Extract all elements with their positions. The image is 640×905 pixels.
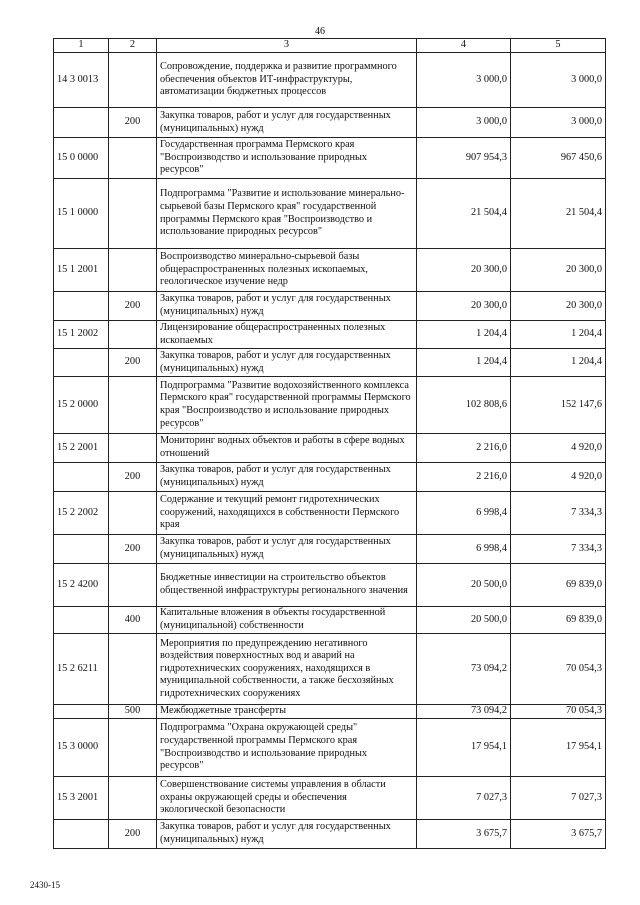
expense-type-code [109, 321, 157, 349]
expense-type-code: 200 [109, 463, 157, 492]
target-article-code: 15 2 4200 [54, 564, 109, 607]
amount-year-1: 73 094,2 [417, 634, 511, 705]
table-row [54, 705, 606, 719]
column-number-5: 5 [511, 39, 606, 53]
amount-year-1: 1 204,4 [417, 321, 511, 349]
amount-year-1: 907 954,3 [417, 138, 511, 179]
target-article-code: 15 2 2002 [54, 492, 109, 535]
amount-year-2: 3 000,0 [511, 108, 606, 138]
amount-year-2: 21 504,4 [511, 179, 606, 249]
table-row [54, 434, 606, 463]
table-row [54, 349, 606, 377]
amount-year-2: 3 675,7 [511, 820, 606, 849]
target-article-code [54, 535, 109, 564]
amount-year-2: 4 920,0 [511, 434, 606, 463]
amount-year-2: 69 839,0 [511, 607, 606, 634]
column-number-3: 3 [157, 39, 417, 53]
item-name: Закупка товаров, работ и услуг для государственных (муниципальных) нужд [157, 535, 417, 564]
expense-type-code [109, 634, 157, 705]
expense-type-code: 500 [109, 705, 157, 719]
amount-year-2: 20 300,0 [511, 292, 606, 321]
target-article-code: 15 1 2002 [54, 321, 109, 349]
item-name: Государственная программа Пермского края "Воспроизводство и использование природных ресурсов" [157, 138, 417, 179]
item-name: Содержание и текущий ремонт гидротехнических сооружений, находящихся в собственности Пермского края [157, 492, 417, 535]
target-article-code [54, 705, 109, 719]
item-name: Мониторинг водных объектов и работы в сфере водных отношений [157, 434, 417, 463]
column-number-2: 2 [109, 39, 157, 53]
table-row [54, 820, 606, 849]
column-number-1: 1 [54, 39, 109, 53]
item-name: Лицензирование общераспространенных полезных ископаемых [157, 321, 417, 349]
table-row [54, 719, 606, 777]
expense-type-code: 200 [109, 108, 157, 138]
table-row [54, 607, 606, 634]
table-row [54, 492, 606, 535]
target-article-code [54, 607, 109, 634]
amount-year-1: 6 998,4 [417, 535, 511, 564]
amount-year-2: 7 027,3 [511, 777, 606, 820]
target-article-code: 15 2 2001 [54, 434, 109, 463]
amount-year-1: 20 300,0 [417, 249, 511, 292]
expense-type-code [109, 249, 157, 292]
amount-year-2: 152 147,6 [511, 377, 606, 434]
amount-year-1: 7 027,3 [417, 777, 511, 820]
amount-year-2: 4 920,0 [511, 463, 606, 492]
amount-year-2: 3 000,0 [511, 53, 606, 108]
expense-type-code [109, 434, 157, 463]
amount-year-2: 70 054,3 [511, 634, 606, 705]
item-name: Закупка товаров, работ и услуг для государственных (муниципальных) нужд [157, 820, 417, 849]
table-row [54, 249, 606, 292]
table-row [54, 463, 606, 492]
table-row [54, 179, 606, 249]
expense-type-code [109, 179, 157, 249]
target-article-code [54, 292, 109, 321]
amount-year-1: 3 000,0 [417, 108, 511, 138]
item-name: Бюджетные инвестиции на строительство объектов общественной инфраструктуры регионального значения [157, 564, 417, 607]
column-number-row [54, 39, 606, 53]
expense-type-code [109, 53, 157, 108]
target-article-code [54, 349, 109, 377]
table-row [54, 53, 606, 108]
amount-year-1: 3 000,0 [417, 53, 511, 108]
table-row [54, 777, 606, 820]
budget-table [53, 38, 606, 849]
target-article-code: 14 3 0013 [54, 53, 109, 108]
target-article-code [54, 108, 109, 138]
amount-year-2: 70 054,3 [511, 705, 606, 719]
table-row [54, 564, 606, 607]
item-name: Межбюджетные трансферты [157, 705, 417, 719]
item-name: Закупка товаров, работ и услуг для государственных (муниципальных) нужд [157, 463, 417, 492]
expense-type-code: 200 [109, 820, 157, 849]
table-row [54, 377, 606, 434]
amount-year-2: 1 204,4 [511, 321, 606, 349]
amount-year-1: 17 954,1 [417, 719, 511, 777]
amount-year-1: 3 675,7 [417, 820, 511, 849]
amount-year-2: 1 204,4 [511, 349, 606, 377]
target-article-code [54, 463, 109, 492]
item-name: Капитальные вложения в объекты государственной (муниципальной) собственности [157, 607, 417, 634]
item-name: Подпрограмма "Охрана окружающей среды" государственной программы Пермского края "Воспроизводство и использование природных ресурсов" [157, 719, 417, 777]
amount-year-1: 6 998,4 [417, 492, 511, 535]
target-article-code: 15 3 2001 [54, 777, 109, 820]
amount-year-1: 1 204,4 [417, 349, 511, 377]
target-article-code: 15 0 0000 [54, 138, 109, 179]
amount-year-1: 20 500,0 [417, 607, 511, 634]
amount-year-2: 17 954,1 [511, 719, 606, 777]
item-name: Закупка товаров, работ и услуг для государственных (муниципальных) нужд [157, 108, 417, 138]
amount-year-1: 102 808,6 [417, 377, 511, 434]
table-row [54, 138, 606, 179]
table-row [54, 108, 606, 138]
table-row [54, 535, 606, 564]
amount-year-1: 73 094,2 [417, 705, 511, 719]
item-name: Сопровождение, поддержка и развитие программного обеспечения объектов ИТ-инфраструктуры, автоматизации бюджетных процессов [157, 53, 417, 108]
target-article-code: 15 2 6211 [54, 634, 109, 705]
target-article-code: 15 1 0000 [54, 179, 109, 249]
item-name: Мероприятия по предупреждению негативного воздействия поверхностных вод и аварий на гидротехнических сооружениях, находящихся в муниципальной собственности, а также бесхозяйных гидротехнических сооружениях [157, 634, 417, 705]
expense-type-code [109, 777, 157, 820]
expense-type-code: 200 [109, 292, 157, 321]
page-number: 46 [315, 26, 325, 37]
expense-type-code [109, 138, 157, 179]
target-article-code: 15 1 2001 [54, 249, 109, 292]
amount-year-1: 20 300,0 [417, 292, 511, 321]
table-row [54, 292, 606, 321]
expense-type-code: 200 [109, 535, 157, 564]
amount-year-2: 20 300,0 [511, 249, 606, 292]
amount-year-1: 2 216,0 [417, 434, 511, 463]
item-name: Закупка товаров, работ и услуг для государственных (муниципальных) нужд [157, 349, 417, 377]
amount-year-2: 967 450,6 [511, 138, 606, 179]
target-article-code: 15 3 0000 [54, 719, 109, 777]
item-name: Воспроизводство минерально-сырьевой базы общераспространенных полезных ископаемых, геологическое изучение недр [157, 249, 417, 292]
target-article-code: 15 2 0000 [54, 377, 109, 434]
expense-type-code [109, 564, 157, 607]
amount-year-2: 7 334,3 [511, 492, 606, 535]
column-number-4: 4 [417, 39, 511, 53]
amount-year-2: 69 839,0 [511, 564, 606, 607]
item-name: Закупка товаров, работ и услуг для государственных (муниципальных) нужд [157, 292, 417, 321]
document-id: 2430-15 [30, 880, 60, 890]
amount-year-1: 20 500,0 [417, 564, 511, 607]
expense-type-code [109, 492, 157, 535]
item-name: Подпрограмма "Развитие водохозяйственного комплекса Пермского края" государственной программы Пермского края "Воспроизводство и использование природных ресурсов" [157, 377, 417, 434]
expense-type-code: 400 [109, 607, 157, 634]
expense-type-code [109, 377, 157, 434]
amount-year-1: 21 504,4 [417, 179, 511, 249]
amount-year-1: 2 216,0 [417, 463, 511, 492]
item-name: Совершенствование системы управления в области охраны окружающей среды и обеспечения экологической безопасности [157, 777, 417, 820]
item-name: Подпрограмма "Развитие и использование минерально-сырьевой базы Пермского края" государственной программы Пермского края "Воспроизводство и использование природных ресурсов" [157, 179, 417, 249]
table-row [54, 321, 606, 349]
table-row [54, 634, 606, 705]
expense-type-code: 200 [109, 349, 157, 377]
expense-type-code [109, 719, 157, 777]
target-article-code [54, 820, 109, 849]
amount-year-2: 7 334,3 [511, 535, 606, 564]
